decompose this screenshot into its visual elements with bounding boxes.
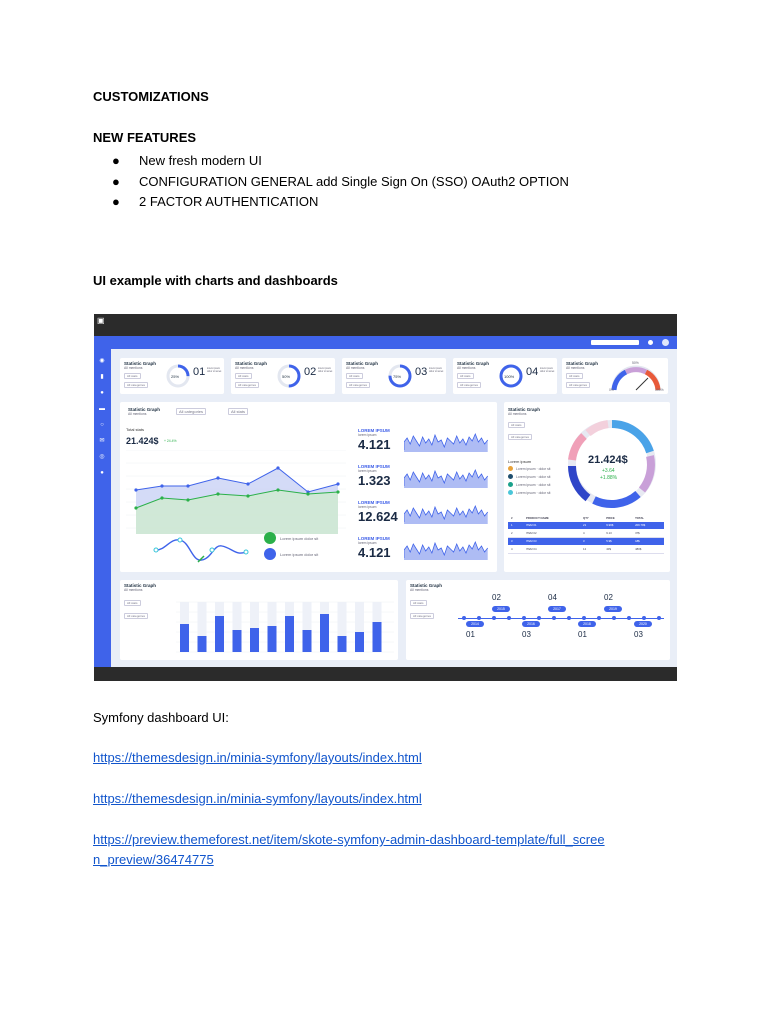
main-stat-card (120, 402, 497, 572)
stat-text: lorem ipsum dolor sit amet (207, 367, 222, 373)
legend-label: Lorem ipsum dolor sit (280, 536, 319, 541)
filter-select: All stats (410, 600, 427, 606)
line-point (134, 488, 137, 491)
dashboard-sidebar (94, 336, 111, 667)
timeline-year: 2017 (548, 606, 566, 612)
product-table (508, 514, 664, 554)
metric-value: 1.323 (358, 473, 391, 488)
dashboard-screenshot (94, 314, 677, 681)
link-minia-2[interactable]: https://themesdesign.in/minia-symfony/layouts/index.html (93, 791, 422, 806)
bar (303, 630, 312, 652)
card-subtitle: All mentions (128, 412, 147, 416)
symfony-heading: Symfony dashboard UI: (93, 710, 229, 725)
bar (338, 636, 347, 652)
filter-select: All categories (124, 382, 148, 388)
table-cell: ITEM 01 (525, 523, 537, 528)
line-point (336, 490, 339, 493)
legend-dot (508, 466, 513, 471)
sparkline (404, 430, 490, 452)
legend-label: Lorem ipsum · dolor sit (516, 491, 551, 495)
feature-list (112, 151, 569, 213)
filter-select: All stats (457, 373, 474, 379)
eye-icon: ◉ (99, 358, 105, 364)
card-title: Statistic Graph (128, 407, 161, 412)
legend-title: Lorem ipsum (508, 459, 532, 464)
card-subtitle: All mentions (124, 588, 143, 592)
gauge-mid: 50% (632, 361, 639, 365)
card-title: Statistic Graph (346, 361, 379, 366)
table-cell: ITEM 03 (525, 539, 537, 544)
dashboard-topbar (111, 336, 677, 349)
gauge-card (562, 358, 668, 394)
table-row (508, 522, 664, 530)
timeline-dot (567, 616, 571, 620)
stat-card (231, 358, 335, 394)
table-cell: 4 (511, 546, 513, 551)
table-cell: 21 (583, 523, 587, 528)
bar-chart-card (120, 580, 398, 660)
avatar (662, 339, 669, 346)
stat-text: lorem ipsum dolor sit amet (429, 367, 444, 373)
feature-item: ● New fresh modern UI (112, 151, 569, 172)
filter-select: All categories (457, 382, 481, 388)
link-skote-line1[interactable]: https://preview.themeforest.net/item/skote-symfony-admin-dashboard-template/full_scree (93, 832, 605, 847)
card-title: Statistic Graph (410, 583, 443, 588)
settings-icon: ◎ (99, 454, 105, 460)
timeline-dot (507, 616, 511, 620)
bar (355, 632, 364, 652)
table-cell: 3 (511, 539, 513, 544)
metric-label: LOREM IPSUM (358, 428, 390, 433)
table-cell: 4 (583, 530, 585, 535)
total-change: + 24.4% (164, 439, 177, 443)
total-value: 21.424$ (126, 436, 159, 446)
filter-select: All categories (410, 613, 434, 619)
filter-select: All categories (508, 434, 532, 440)
bar (268, 626, 277, 652)
card-subtitle: All mentions (410, 588, 429, 592)
donut-value: 21.424$ (588, 454, 628, 466)
sparkline (404, 538, 490, 560)
line-point (160, 484, 163, 487)
table-cell: 209.79$ (635, 523, 646, 528)
table-header-cell: QTY (583, 515, 589, 520)
bar (215, 616, 224, 652)
heading-new-features: NEW FEATURES (93, 130, 197, 145)
line-point (216, 476, 219, 479)
stat-text: lorem ipsum dolor sit amet (318, 367, 333, 373)
metric-label: LOREM IPSUM (358, 464, 390, 469)
timeline-dot (492, 616, 496, 620)
stat-card (342, 358, 446, 394)
total-label: Total stats (126, 427, 145, 432)
line-point (246, 482, 249, 485)
bar (250, 628, 259, 652)
line-chart-panel (122, 424, 348, 570)
area-line-chart (126, 450, 346, 534)
stat-card (120, 358, 224, 394)
timeline-dot (537, 616, 541, 620)
link-skote-line2[interactable]: n_preview/36474775 (93, 852, 214, 867)
filter-select: All categories (124, 613, 148, 619)
table-cell: 9.13 (606, 530, 612, 535)
bar (320, 614, 329, 652)
feature-item: ● CONFIGURATION GENERAL add Single Sign On (SSO) OAuth2 OPTION (112, 172, 569, 193)
card-title: Statistic Graph (124, 583, 157, 588)
metric-sublabel: lorem ipsum (358, 433, 377, 437)
filter-select: All stats (124, 373, 141, 379)
bar (285, 616, 294, 652)
line-point (186, 484, 189, 487)
timeline-dot (462, 616, 466, 620)
card-subtitle: All mentions (346, 366, 365, 370)
line-point (186, 498, 189, 501)
legend-label: Lorem ipsum · dolor sit (516, 483, 551, 487)
ring-percent: 50% (282, 374, 291, 379)
timeline-dot (552, 616, 556, 620)
bar (373, 622, 382, 652)
table-header-row (508, 514, 664, 522)
category-select: All categories (176, 408, 206, 415)
line-point (246, 494, 249, 497)
metric-sublabel: lorem ipsum (358, 541, 377, 545)
timeline-number: 02 (492, 593, 501, 602)
mail-icon: ✉ (99, 438, 105, 444)
bullet-icon: ● (112, 173, 120, 189)
filter-select: All categories (346, 382, 370, 388)
table-cell: 9.99$ (606, 523, 614, 528)
timeline-year: 2014 (466, 621, 484, 627)
metric-label: LOREM IPSUM (358, 536, 390, 541)
ring-percent: 25% (171, 374, 180, 379)
table-cell: 12 (583, 546, 587, 551)
stat-number: 04 (526, 366, 539, 378)
stat-number: 03 (415, 366, 428, 378)
legend-dot (508, 490, 513, 495)
filter-select: All categories (235, 382, 259, 388)
legend-blue-dot (264, 548, 276, 560)
filter-select: All categories (566, 382, 590, 388)
search-input (591, 340, 639, 345)
ring-percent: 75% (393, 374, 402, 379)
donut-delta: +1.88% (600, 475, 618, 481)
line-point (134, 506, 137, 509)
metric-label: LOREM IPSUM (358, 500, 390, 505)
bar-chart-icon: ▮ (100, 374, 104, 380)
link-minia-1[interactable]: https://themesdesign.in/minia-symfony/layouts/index.html (93, 750, 422, 765)
timeline-number: 03 (634, 630, 643, 639)
timeline-number: 02 (604, 593, 613, 602)
filter-select: All stats (566, 373, 583, 379)
legend-label: Lorem ipsum · dolor sit (516, 475, 551, 479)
card-title: Statistic Graph (235, 361, 268, 366)
sparkline (404, 502, 490, 524)
stats-select: All stats (228, 408, 248, 415)
timeline-number: 01 (466, 630, 475, 639)
legend-label: Lorem ipsum · dolor sit (516, 467, 551, 471)
legend-dot (508, 482, 513, 487)
stat-text: lorem ipsum dolor sit amet (540, 367, 555, 373)
card-subtitle: All mentions (235, 366, 254, 370)
truck-icon: ▬ (99, 406, 105, 412)
table-cell: 3 (583, 539, 585, 544)
timeline-dot (642, 616, 646, 620)
line-point (306, 492, 309, 495)
search-icon: ○ (100, 422, 104, 428)
ring-percent: 100% (504, 374, 515, 379)
stat-number: 01 (193, 366, 206, 378)
wave-line-chart (152, 536, 252, 566)
table-cell: 18$ (635, 539, 640, 544)
donut-delta: +3.64 (602, 468, 615, 474)
timeline-dot (627, 616, 631, 620)
card-subtitle: All mentions (457, 366, 476, 370)
timeline-dot (657, 616, 661, 620)
metric-value: 12.624 (358, 509, 398, 524)
filter-select: All stats (508, 422, 525, 428)
card-title: Statistic Graph (124, 361, 157, 366)
card-title: Statistic Graph (508, 407, 541, 412)
table-header-cell: TOTAL (635, 515, 645, 520)
card-subtitle: All mentions (566, 366, 585, 370)
timeline-year: 2016 (522, 621, 540, 627)
line-point (216, 492, 219, 495)
bar (180, 624, 189, 652)
bullet-icon: ● (112, 194, 120, 209)
timeline-dot (522, 616, 526, 620)
timeline-number: 04 (548, 593, 557, 602)
timeline-year: 2019 (604, 606, 622, 612)
users-icon: ● (100, 470, 104, 476)
table-header-cell: # (511, 515, 513, 520)
bar-chart (176, 598, 394, 656)
card-subtitle: All mentions (124, 366, 143, 370)
logo-icon: ▣ (97, 316, 105, 325)
chat-icon: ● (100, 390, 104, 396)
legend-green-dot (264, 532, 276, 544)
metric-sublabel: lorem ipsum (358, 505, 377, 509)
timeline-year: 2020 (634, 621, 652, 627)
table-cell: 5.9$ (606, 539, 612, 544)
filter-select: All stats (346, 373, 363, 379)
sparkline (404, 466, 490, 488)
card-title: Statistic Graph (457, 361, 490, 366)
filter-select: All stats (124, 600, 141, 606)
timeline-dot (582, 616, 586, 620)
line-point (160, 496, 163, 499)
table-cell: 1 (511, 523, 513, 528)
table-header-cell: PRICE (606, 515, 615, 520)
legend-label: Lorem ipsum dolor sit (280, 552, 319, 557)
bell-icon (648, 340, 653, 345)
timeline-dot (597, 616, 601, 620)
metric-value: 4.121 (358, 437, 391, 452)
card-subtitle: All mentions (508, 412, 527, 416)
card-title: Statistic Graph (566, 361, 599, 366)
table-cell: ITEM 04 (525, 546, 537, 551)
stat-number: 02 (304, 366, 317, 378)
table-cell: 37$ (635, 530, 640, 535)
timeline-axis (458, 618, 664, 619)
timeline-year: 2018 (578, 621, 596, 627)
table-row (508, 529, 664, 537)
timeline-dot (612, 616, 616, 620)
gauge-max: 100% (655, 388, 664, 392)
table-cell: 40$ (606, 546, 611, 551)
line-point (276, 466, 279, 469)
bar (198, 636, 207, 652)
timeline-card (406, 580, 670, 660)
bullet-icon: ● (112, 153, 120, 168)
table-row (508, 545, 664, 553)
timeline-number: 03 (522, 630, 531, 639)
line-point (276, 488, 279, 491)
gauge-min: 0% (609, 388, 614, 392)
table-cell: 480$ (635, 546, 642, 551)
donut-card (504, 402, 670, 572)
legend-dot (508, 474, 513, 479)
feature-item: ● 2 FACTOR AUTHENTICATION (112, 192, 569, 213)
filter-select: All stats (235, 373, 252, 379)
table-row (508, 537, 664, 545)
metric-value: 4.121 (358, 545, 391, 560)
bar (233, 630, 242, 652)
heading-customizations: CUSTOMIZATIONS (93, 89, 209, 104)
metric-sublabel: lorem ipsum (358, 469, 377, 473)
timeline-year: 2015 (492, 606, 510, 612)
heading-ui-example: UI example with charts and dashboards (93, 273, 338, 288)
table-header-cell: PRODUCT NAME (525, 515, 549, 520)
table-cell: 2 (511, 530, 513, 535)
stat-card (453, 358, 557, 394)
timeline-dot (477, 616, 481, 620)
line-point (336, 482, 339, 485)
timeline-number: 01 (578, 630, 587, 639)
table-cell: ITEM 02 (525, 530, 537, 535)
